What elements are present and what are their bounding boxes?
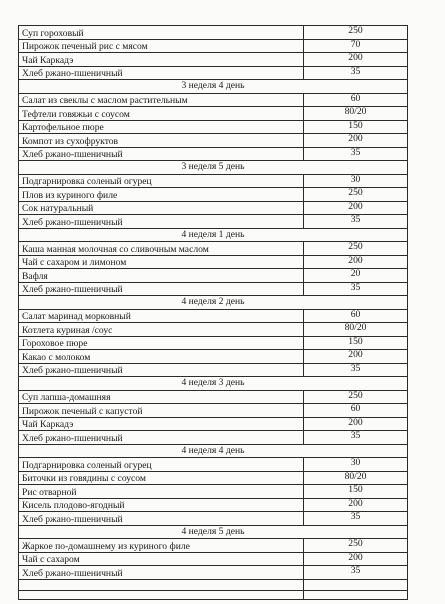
dish-name: Вафля [19,269,304,283]
menu-table [18,25,408,600]
portion-size: 200 [304,201,408,215]
day-heading: 3 неделя 4 день [19,80,408,94]
empty-row [19,579,408,590]
day-heading: 4 неделя 3 день [19,377,408,391]
portion-size: 150 [304,336,408,350]
portion-size: 250 [304,242,408,256]
menu-item-row [19,309,408,323]
day-heading: 4 неделя 4 день [19,444,408,458]
portion-size: 60 [304,309,408,323]
portion-size: 60 [304,404,408,418]
portion-size: 200 [304,417,408,431]
day-heading-row [19,444,408,458]
dish-name: Биточки из говядины с соусом [19,471,304,485]
menu-item-row [19,188,408,202]
day-heading-row [19,161,408,175]
empty-cell [19,590,304,599]
portion-size: 20 [304,269,408,283]
menu-item-row [19,120,408,134]
menu-item-row [19,53,408,67]
portion-size: 35 [304,431,408,445]
menu-item-row [19,363,408,377]
dish-name: Рис отварной [19,485,304,499]
menu-item-row [19,458,408,472]
dish-name: Салат маринад морковный [19,309,304,323]
menu-item-row [19,215,408,229]
dish-name: Хлеб ржано-пшеничный [19,66,304,80]
portion-size: 35 [304,363,408,377]
day-heading-row [19,296,408,310]
menu-item-row [19,323,408,337]
portion-size: 35 [304,512,408,526]
dish-name: Чай Каркадэ [19,53,304,67]
dish-name: Котлета куриная /соус [19,323,304,337]
menu-item-row [19,471,408,485]
menu-item-row [19,350,408,364]
day-heading: 4 неделя 2 день [19,296,408,310]
portion-size: 80/20 [304,471,408,485]
portion-size: 150 [304,120,408,134]
dish-name: Чай с сахаром и лимоном [19,255,304,269]
dish-name: Суп лапша-домашняя [19,390,304,404]
menu-item-row [19,282,408,296]
dish-name: Подгарнировка соленый огурец [19,458,304,472]
dish-name: Хлеб ржано-пшеничный [19,282,304,296]
dish-name: Хлеб ржано-пшеничный [19,147,304,161]
dish-name: Пирожок печеный рис с мясом [19,39,304,53]
menu-item-row [19,566,408,580]
empty-cell [304,579,408,590]
dish-name: Каша манная молочная со сливочным маслом [19,242,304,256]
portion-size: 200 [304,350,408,364]
day-heading-row [19,377,408,391]
empty-row [19,590,408,599]
dish-name: Какао с молоком [19,350,304,364]
day-heading: 4 неделя 5 день [19,525,408,539]
menu-item-row [19,552,408,566]
dish-name: Картофельное пюре [19,120,304,134]
menu-item-row [19,539,408,553]
menu-item-row [19,336,408,350]
day-heading-row [19,80,408,94]
portion-size: 250 [304,539,408,553]
menu-item-row [19,201,408,215]
menu-item-row [19,107,408,121]
dish-name: Пирожок печеный с капустой [19,404,304,418]
dish-name: Хлеб ржано-пшеничный [19,431,304,445]
portion-size: 250 [304,390,408,404]
portion-size: 200 [304,255,408,269]
portion-size: 200 [304,498,408,512]
menu-table-body [19,26,408,600]
dish-name: Салат из свеклы с маслом растительным [19,93,304,107]
dish-name: Компот из сухофруктов [19,134,304,148]
portion-size: 80/20 [304,107,408,121]
portion-size: 250 [304,26,408,40]
portion-size: 35 [304,66,408,80]
menu-item-row [19,242,408,256]
portion-size: 35 [304,566,408,580]
dish-name: Хлеб ржано-пшеничный [19,566,304,580]
dish-name: Суп гороховый [19,26,304,40]
menu-item-row [19,512,408,526]
day-heading-row [19,228,408,242]
menu-item-row [19,174,408,188]
portion-size: 35 [304,215,408,229]
dish-name: Чай Каркадэ [19,417,304,431]
portion-size: 80/20 [304,323,408,337]
portion-size: 200 [304,552,408,566]
menu-item-row [19,26,408,40]
dish-name: Плов из куриного филе [19,188,304,202]
menu-item-row [19,66,408,80]
day-heading-row [19,525,408,539]
menu-item-row [19,134,408,148]
dish-name: Сок натуральный [19,201,304,215]
portion-size: 35 [304,147,408,161]
portion-size: 30 [304,174,408,188]
empty-cell [19,579,304,590]
menu-item-row [19,498,408,512]
dish-name: Хлеб ржано-пшеничный [19,363,304,377]
menu-item-row [19,431,408,445]
dish-name: Тефтели говяжьи с соусом [19,107,304,121]
dish-name: Подгарнировка соленый огурец [19,174,304,188]
portion-size: 70 [304,39,408,53]
day-heading: 4 неделя 1 день [19,228,408,242]
portion-size: 200 [304,134,408,148]
day-heading: 3 неделя 5 день [19,161,408,175]
dish-name: Чай с сахаром [19,552,304,566]
dish-name: Кисель плодово-ягодный [19,498,304,512]
menu-item-row [19,404,408,418]
portion-size: 60 [304,93,408,107]
dish-name: Хлеб ржано-пшеничный [19,512,304,526]
menu-item-row [19,39,408,53]
menu-item-row [19,390,408,404]
menu-item-row [19,147,408,161]
portion-size: 250 [304,188,408,202]
portion-size: 30 [304,458,408,472]
menu-item-row [19,485,408,499]
menu-item-row [19,269,408,283]
dish-name: Жаркое по-домашнему из куриного филе [19,539,304,553]
menu-item-row [19,93,408,107]
dish-name: Хлеб ржано-пшеничный [19,215,304,229]
portion-size: 200 [304,53,408,67]
menu-item-row [19,417,408,431]
empty-cell [304,590,408,599]
menu-item-row [19,255,408,269]
portion-size: 35 [304,282,408,296]
portion-size: 150 [304,485,408,499]
dish-name: Гороховое пюре [19,336,304,350]
